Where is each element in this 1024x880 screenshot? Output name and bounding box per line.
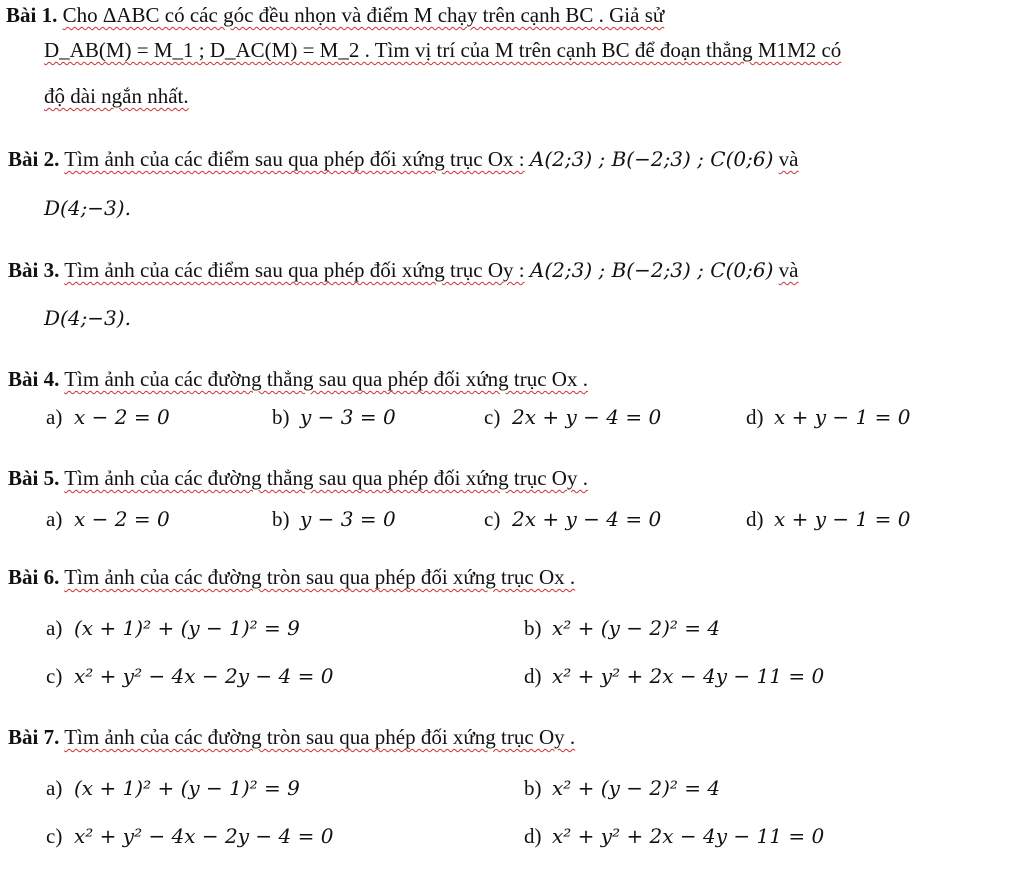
- problem-4-option-c: [484, 404, 661, 430]
- problem-7-option-b: [524, 775, 720, 801]
- problem-2-line-2: [44, 195, 1024, 221]
- option-label: c): [484, 405, 501, 429]
- option-expr: x² + y² − 4x − 2y − 4 = 0: [74, 664, 334, 688]
- problem-5-heading: [8, 465, 1024, 491]
- problem-5-option-b: [272, 506, 396, 532]
- problem-4-label: Bài 4.: [8, 367, 60, 391]
- problem-7-heading: [8, 724, 1024, 750]
- problem-1-line-1: [6, 2, 1024, 28]
- option-expr: x + y − 1 = 0: [774, 507, 911, 531]
- problem-6-label: Bài 6.: [8, 565, 60, 589]
- option-label: d): [746, 405, 764, 429]
- option-expr: x² + y² + 2x − 4y − 11 = 0: [552, 824, 825, 848]
- option-expr: 2x + y − 4 = 0: [512, 405, 662, 429]
- problem-1-line-2: [44, 37, 1024, 63]
- option-label: b): [272, 507, 290, 531]
- problem-2-points: A(2;3) ; B(−2;3) ; C(0;6): [529, 147, 774, 171]
- problem-7-text: Tìm ảnh của các đường tròn sau qua phép đối xứng trục Oy .: [64, 725, 576, 749]
- option-label: a): [46, 776, 63, 800]
- problem-4-option-b: [272, 404, 396, 430]
- option-expr: x + y − 1 = 0: [774, 405, 911, 429]
- option-expr: (x + 1)² + (y − 1)² = 9: [74, 616, 300, 640]
- problem-1-label: Bài 1.: [6, 3, 58, 27]
- problem-1-text-line-1: Cho ΔABC có các góc đều nhọn và điểm M chạy trên cạnh BC . Giả sử: [62, 3, 665, 27]
- option-label: d): [524, 664, 542, 688]
- option-expr: x − 2 = 0: [74, 507, 170, 531]
- problem-1-text-line-2: D_AB(M) = M_1 ; D_AC(M) = M_2 . Tìm vị trí của M trên cạnh BC để đoạn thẳng M1M2 có: [44, 38, 842, 62]
- problem-2-line-1: [8, 146, 1024, 172]
- option-expr: y − 3 = 0: [300, 405, 396, 429]
- problem-7-option-c: [46, 823, 333, 849]
- problem-6-heading: [8, 564, 1024, 590]
- option-label: c): [46, 664, 63, 688]
- problem-3-last-point: D(4;−3).: [44, 306, 131, 330]
- problem-6-option-b: [524, 615, 720, 641]
- option-expr: x² + y² + 2x − 4y − 11 = 0: [552, 664, 825, 688]
- problem-4-text: Tìm ảnh của các đường thẳng sau qua phép đối xứng trục Ox .: [64, 367, 588, 391]
- problem-6-option-d: [524, 663, 824, 689]
- problem-2-last-point: D(4;−3).: [44, 196, 131, 220]
- problem-6-option-a: [46, 615, 300, 641]
- problem-7-option-d: [524, 823, 824, 849]
- problem-6-option-c: [46, 663, 333, 689]
- option-expr: x² + y² − 4x − 2y − 4 = 0: [74, 824, 334, 848]
- option-expr: 2x + y − 4 = 0: [512, 507, 662, 531]
- problem-3-text: Tìm ảnh của các điểm sau qua phép đối xứng trục Oy :: [64, 258, 525, 282]
- problem-2-and: và: [778, 147, 799, 171]
- problem-2-label: Bài 2.: [8, 147, 60, 171]
- option-label: a): [46, 507, 63, 531]
- option-expr: (x + 1)² + (y − 1)² = 9: [74, 776, 300, 800]
- problem-7-label: Bài 7.: [8, 725, 60, 749]
- problem-4-option-a: [46, 404, 170, 430]
- problem-3-label: Bài 3.: [8, 258, 60, 282]
- problem-5-option-c: [484, 506, 661, 532]
- option-expr: x − 2 = 0: [74, 405, 170, 429]
- problem-5-option-a: [46, 506, 170, 532]
- option-expr: y − 3 = 0: [300, 507, 396, 531]
- problem-7-option-a: [46, 775, 300, 801]
- problem-1-text-line-3: độ dài ngắn nhất.: [44, 84, 189, 108]
- option-label: c): [484, 507, 501, 531]
- problem-4-option-d: [746, 404, 910, 430]
- problem-3-and: và: [778, 258, 799, 282]
- option-label: c): [46, 824, 63, 848]
- problem-4-heading: [8, 366, 1024, 392]
- option-label: d): [746, 507, 764, 531]
- problem-1-line-3: [44, 83, 1024, 109]
- problem-6-text: Tìm ảnh của các đường tròn sau qua phép đối xứng trục Ox .: [64, 565, 576, 589]
- problem-2-text: Tìm ảnh của các điểm sau qua phép đối xứng trục Ox :: [64, 147, 525, 171]
- option-label: b): [272, 405, 290, 429]
- problem-3-line-1: [8, 257, 1024, 283]
- problem-5-label: Bài 5.: [8, 466, 60, 490]
- option-label: a): [46, 616, 63, 640]
- option-label: d): [524, 824, 542, 848]
- problem-5-text: Tìm ảnh của các đường thẳng sau qua phép đối xứng trục Oy .: [64, 466, 588, 490]
- problem-5-option-d: [746, 506, 910, 532]
- option-label: b): [524, 616, 542, 640]
- option-expr: x² + (y − 2)² = 4: [552, 616, 721, 640]
- problem-3-line-2: [44, 305, 1024, 331]
- option-label: b): [524, 776, 542, 800]
- option-label: a): [46, 405, 63, 429]
- problem-3-points: A(2;3) ; B(−2;3) ; C(0;6): [529, 258, 774, 282]
- option-expr: x² + (y − 2)² = 4: [552, 776, 721, 800]
